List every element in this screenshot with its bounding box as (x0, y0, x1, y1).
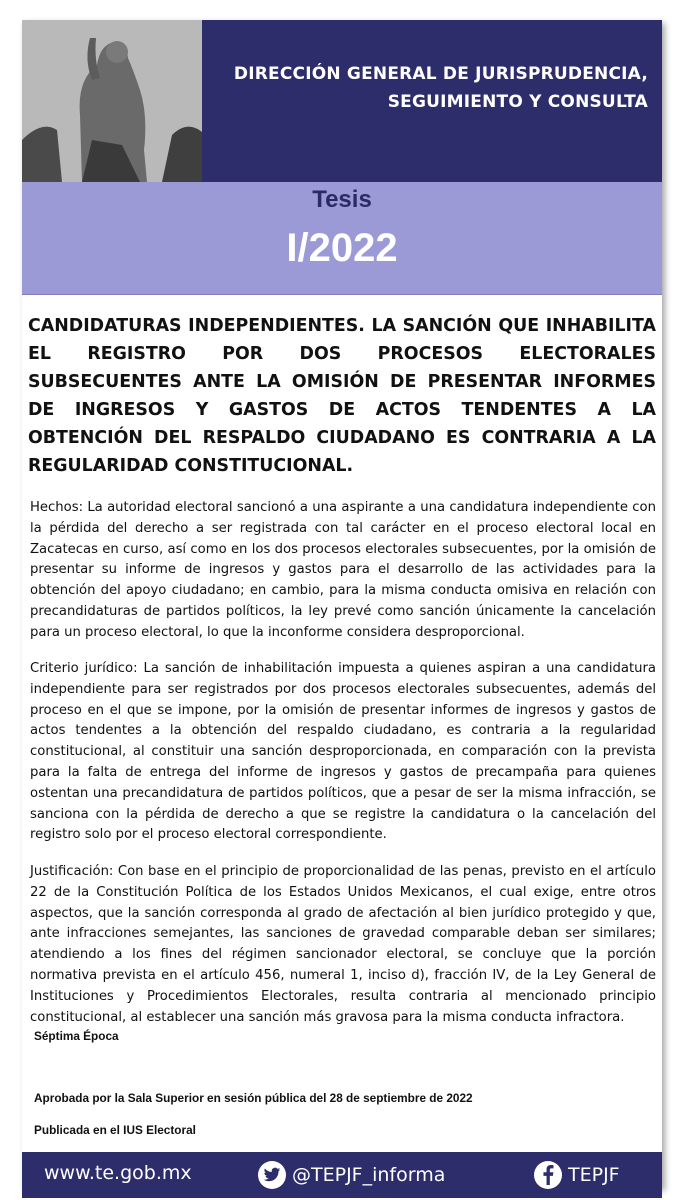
aprobada-label: Aprobada por la Sala Superior en sesión pública del 28 de septiembre de 2022 (34, 1091, 473, 1105)
facebook-link[interactable] (534, 1161, 620, 1189)
tesis-number: I/2022 (286, 226, 398, 270)
paragraph-justificacion: Justificación: Con base en el principio de proporcionalidad de las penas, previsto en el artículo 22 de la Constitución Política de los Estados Unidos Mexicanos, el cual exige, entre otros aspectos, que la sanción corresponda al grado de afectación al bien jurídico protegido y que, ante infracciones semejantes, las sanciones de gravedad comparable deban ser similares; atendiendo a los fines del régimen sancionador electoral, se concluye que la porción normativa prevista en el artículo 456, numeral 1, inciso d), fracción IV, de la Ley General de Instituciones y Procedimientos Electorales, resulta contraria al mencionado principio constitucional, al establecer una sanción más gravosa para la misma conducta infractora. (30, 864, 656, 1025)
publicada-label: Publicada en el IUS Electoral (34, 1123, 196, 1137)
paragraph-hechos: Hechos: La autoridad electoral sancionó a una aspirante a una candidatura independiente con la pérdida del derecho a ser registrada con tal carácter en el proceso electoral local en Zacatecas en curso, así como en los dos procesos electorales subsecuentes, por la omisión de presentar su informe de ingresos y gastos para el desarrollo de las actividades para la obtención del apoyo ciudadano; en cambio, para la misma conducta omisiva en relación con precandidaturas de partidos políticos, la ley prevé como sanción únicamente la cancelación para un proceso electoral, lo que la inconforme considera desproporcional. (30, 500, 656, 640)
facebook-handle: TEPJF (568, 1164, 620, 1186)
header-title-line1: DIRECCIÓN GENERAL DE JURISPRUDENCIA, (233, 64, 648, 84)
document-page (22, 20, 662, 1188)
header-title (208, 60, 648, 116)
twitter-link[interactable] (258, 1161, 445, 1189)
tesis-rubro: CANDIDATURAS INDEPENDIENTES. LA SANCIÓN QUE INHABILITA EL REGISTRO POR DOS PROCESOS ELECTORALES SUBSECUENTES ANTE LA OMISIÓN DE PRESENTAR INFORMES DE INGRESOS Y GASTOS DE ACTOS TENDENTES A LA OBTENCIÓN DEL RESPALDO CIUDADANO ES CONTRARIA A LA REGULARIDAD CONSTITUCIONAL. (28, 316, 656, 476)
header-banner (22, 20, 662, 182)
footer-bar (22, 1152, 662, 1198)
statue-illustration (22, 20, 202, 182)
twitter-handle: @TEPJF_informa (292, 1164, 446, 1186)
twitter-icon (258, 1161, 286, 1189)
header-title-line2: SEGUIMIENTO Y CONSULTA (387, 92, 648, 112)
paragraph-criterio: Criterio jurídico: La sanción de inhabilitación impuesta a quienes aspiran a una candidatura independiente para ser registrados por dos procesos electorales subsecuentes, además del proceso en el que se impone, por la omisión de presentar informes de ingresos y gastos de actos tendentes a la obtención del respaldo ciudadano, es contraria a la regularidad constitucional, al constituir una sanción desproporcionada, en comparación con la prevista para la falta de entrega del informe de ingresos y gastos de precampaña para quienes ostentan una precandidatura de partidos políticos, que a pesar de ser la misma infracción, se sanciona con la pérdida de derecho a que se registre la candidatura o la cancelación del registro solo por el proceso electoral correspondiente. (30, 661, 656, 843)
facebook-icon (534, 1161, 562, 1189)
epoca-label: Séptima Época (34, 1029, 119, 1043)
tesis-label: Tesis (312, 186, 372, 213)
statue-image (22, 20, 202, 182)
website-link[interactable]: www.te.gob.mx (44, 1162, 192, 1184)
